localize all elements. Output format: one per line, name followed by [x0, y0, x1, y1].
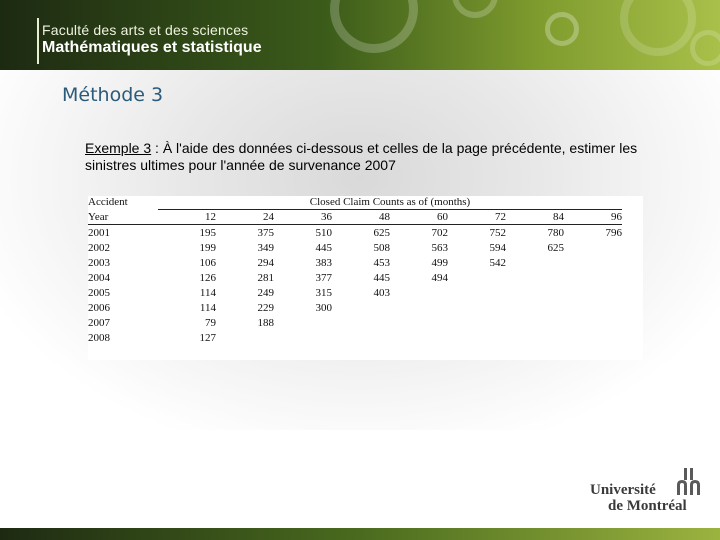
university-logo [590, 468, 705, 520]
logo-text-line2: de Montréal [608, 498, 687, 514]
footer-band [0, 528, 720, 540]
table-cell: 453 [373, 257, 390, 269]
table-cell: 375 [257, 227, 274, 239]
row-year: 2004 [88, 272, 110, 284]
table-cell [564, 241, 622, 256]
table-cell [506, 256, 564, 271]
slide-title: Méthode 3 [62, 84, 164, 106]
table-cell [506, 286, 564, 301]
column-header: 72 [448, 210, 506, 225]
table-cell: 114 [199, 302, 216, 314]
table-cell [390, 316, 448, 331]
table-cell: 594 [489, 242, 506, 254]
table-cell [216, 331, 274, 346]
example-text [85, 140, 675, 174]
header-year: Year [88, 210, 158, 225]
header-span: Closed Claim Counts as of (months) [158, 196, 622, 210]
udem-logo-icon [675, 468, 703, 496]
table-cell [448, 331, 506, 346]
header-divider [37, 18, 39, 64]
table-cell: 625 [547, 242, 564, 254]
table-cell [506, 271, 564, 286]
column-header: 36 [274, 210, 332, 225]
department-name: Mathématiques et statistique [42, 39, 262, 56]
decorative-ring [452, 0, 498, 18]
table-cell: 229 [257, 302, 274, 314]
table-row [88, 331, 622, 346]
table-cell [506, 331, 564, 346]
table-cell: 106 [199, 257, 216, 269]
claims-table [88, 196, 622, 346]
table-cell: 403 [373, 287, 390, 299]
faculty-name: Faculté des arts et des sciences [42, 22, 249, 38]
table-cell [274, 316, 332, 331]
table-cell: 281 [257, 272, 274, 284]
table-cell [564, 256, 622, 271]
table-cell [506, 301, 564, 316]
table-cell: 349 [257, 242, 274, 254]
table-cell: 445 [315, 242, 332, 254]
table-cell: 300 [315, 302, 332, 314]
table-cell: 494 [431, 272, 448, 284]
table-cell: 780 [547, 227, 564, 239]
column-header: 12 [158, 210, 216, 225]
row-year: 2006 [88, 302, 110, 314]
example-label: Exemple 3 [85, 140, 152, 156]
table-row [88, 256, 622, 271]
header-band [0, 0, 720, 70]
example-body: : À l'aide des données ci-dessous et celles de la page précédente, estimer les sinistres ultimes pour l'année de survenance 2007 [85, 140, 638, 173]
table-cell [274, 331, 332, 346]
table-cell [448, 271, 506, 286]
table-cell: 377 [315, 272, 332, 284]
table-cell [564, 286, 622, 301]
table-cell: 383 [315, 257, 332, 269]
table-row [88, 316, 622, 331]
table-cell [564, 271, 622, 286]
table-cell: 499 [431, 257, 448, 269]
table-cell: 79 [205, 317, 216, 329]
table-cell [390, 301, 448, 316]
table-cell: 199 [199, 242, 216, 254]
table-row [88, 286, 622, 301]
logo-text-line1: Université [590, 482, 656, 498]
column-header: 60 [390, 210, 448, 225]
table-cell: 702 [431, 227, 448, 239]
table-cell: 294 [257, 257, 274, 269]
table-cell [564, 301, 622, 316]
table-cell [564, 331, 622, 346]
row-year: 2007 [88, 317, 110, 329]
table-cell [332, 301, 390, 316]
table-row [88, 241, 622, 256]
column-header: 48 [332, 210, 390, 225]
table-cell: 752 [489, 227, 506, 239]
row-year: 2002 [88, 242, 110, 254]
table-cell: 315 [315, 287, 332, 299]
table-cell: 625 [373, 227, 390, 239]
table-cell: 445 [373, 272, 390, 284]
table-cell: 127 [199, 332, 216, 344]
column-header: 96 [564, 210, 622, 225]
decorative-ring [330, 0, 418, 53]
table-cell [506, 316, 564, 331]
decorative-ring [620, 0, 696, 56]
table-cell: 542 [489, 257, 506, 269]
row-year: 2005 [88, 287, 110, 299]
table-row [88, 271, 622, 286]
table-cell [448, 286, 506, 301]
table-cell [390, 331, 448, 346]
table-cell: 114 [199, 287, 216, 299]
column-header: 84 [506, 210, 564, 225]
table-cell: 508 [373, 242, 390, 254]
table-cell: 188 [257, 317, 274, 329]
table-cell [564, 316, 622, 331]
row-year: 2001 [88, 227, 110, 239]
decorative-ring [545, 12, 579, 46]
table-cell: 563 [431, 242, 448, 254]
table-cell [448, 301, 506, 316]
column-header: 24 [216, 210, 274, 225]
row-year: 2008 [88, 332, 110, 344]
header-accident: Accident [88, 196, 128, 209]
table-cell: 195 [199, 227, 216, 239]
table-row [88, 225, 622, 242]
table-cell [332, 316, 390, 331]
row-year: 2003 [88, 257, 110, 269]
claims-table-image [88, 196, 643, 360]
table-cell [332, 331, 390, 346]
table-cell [390, 286, 448, 301]
table-cell: 249 [257, 287, 274, 299]
table-row [88, 301, 622, 316]
decorative-ring [690, 30, 720, 66]
table-cell [448, 316, 506, 331]
table-cell: 510 [315, 227, 332, 239]
table-cell: 126 [199, 272, 216, 284]
table-cell: 796 [605, 227, 622, 239]
